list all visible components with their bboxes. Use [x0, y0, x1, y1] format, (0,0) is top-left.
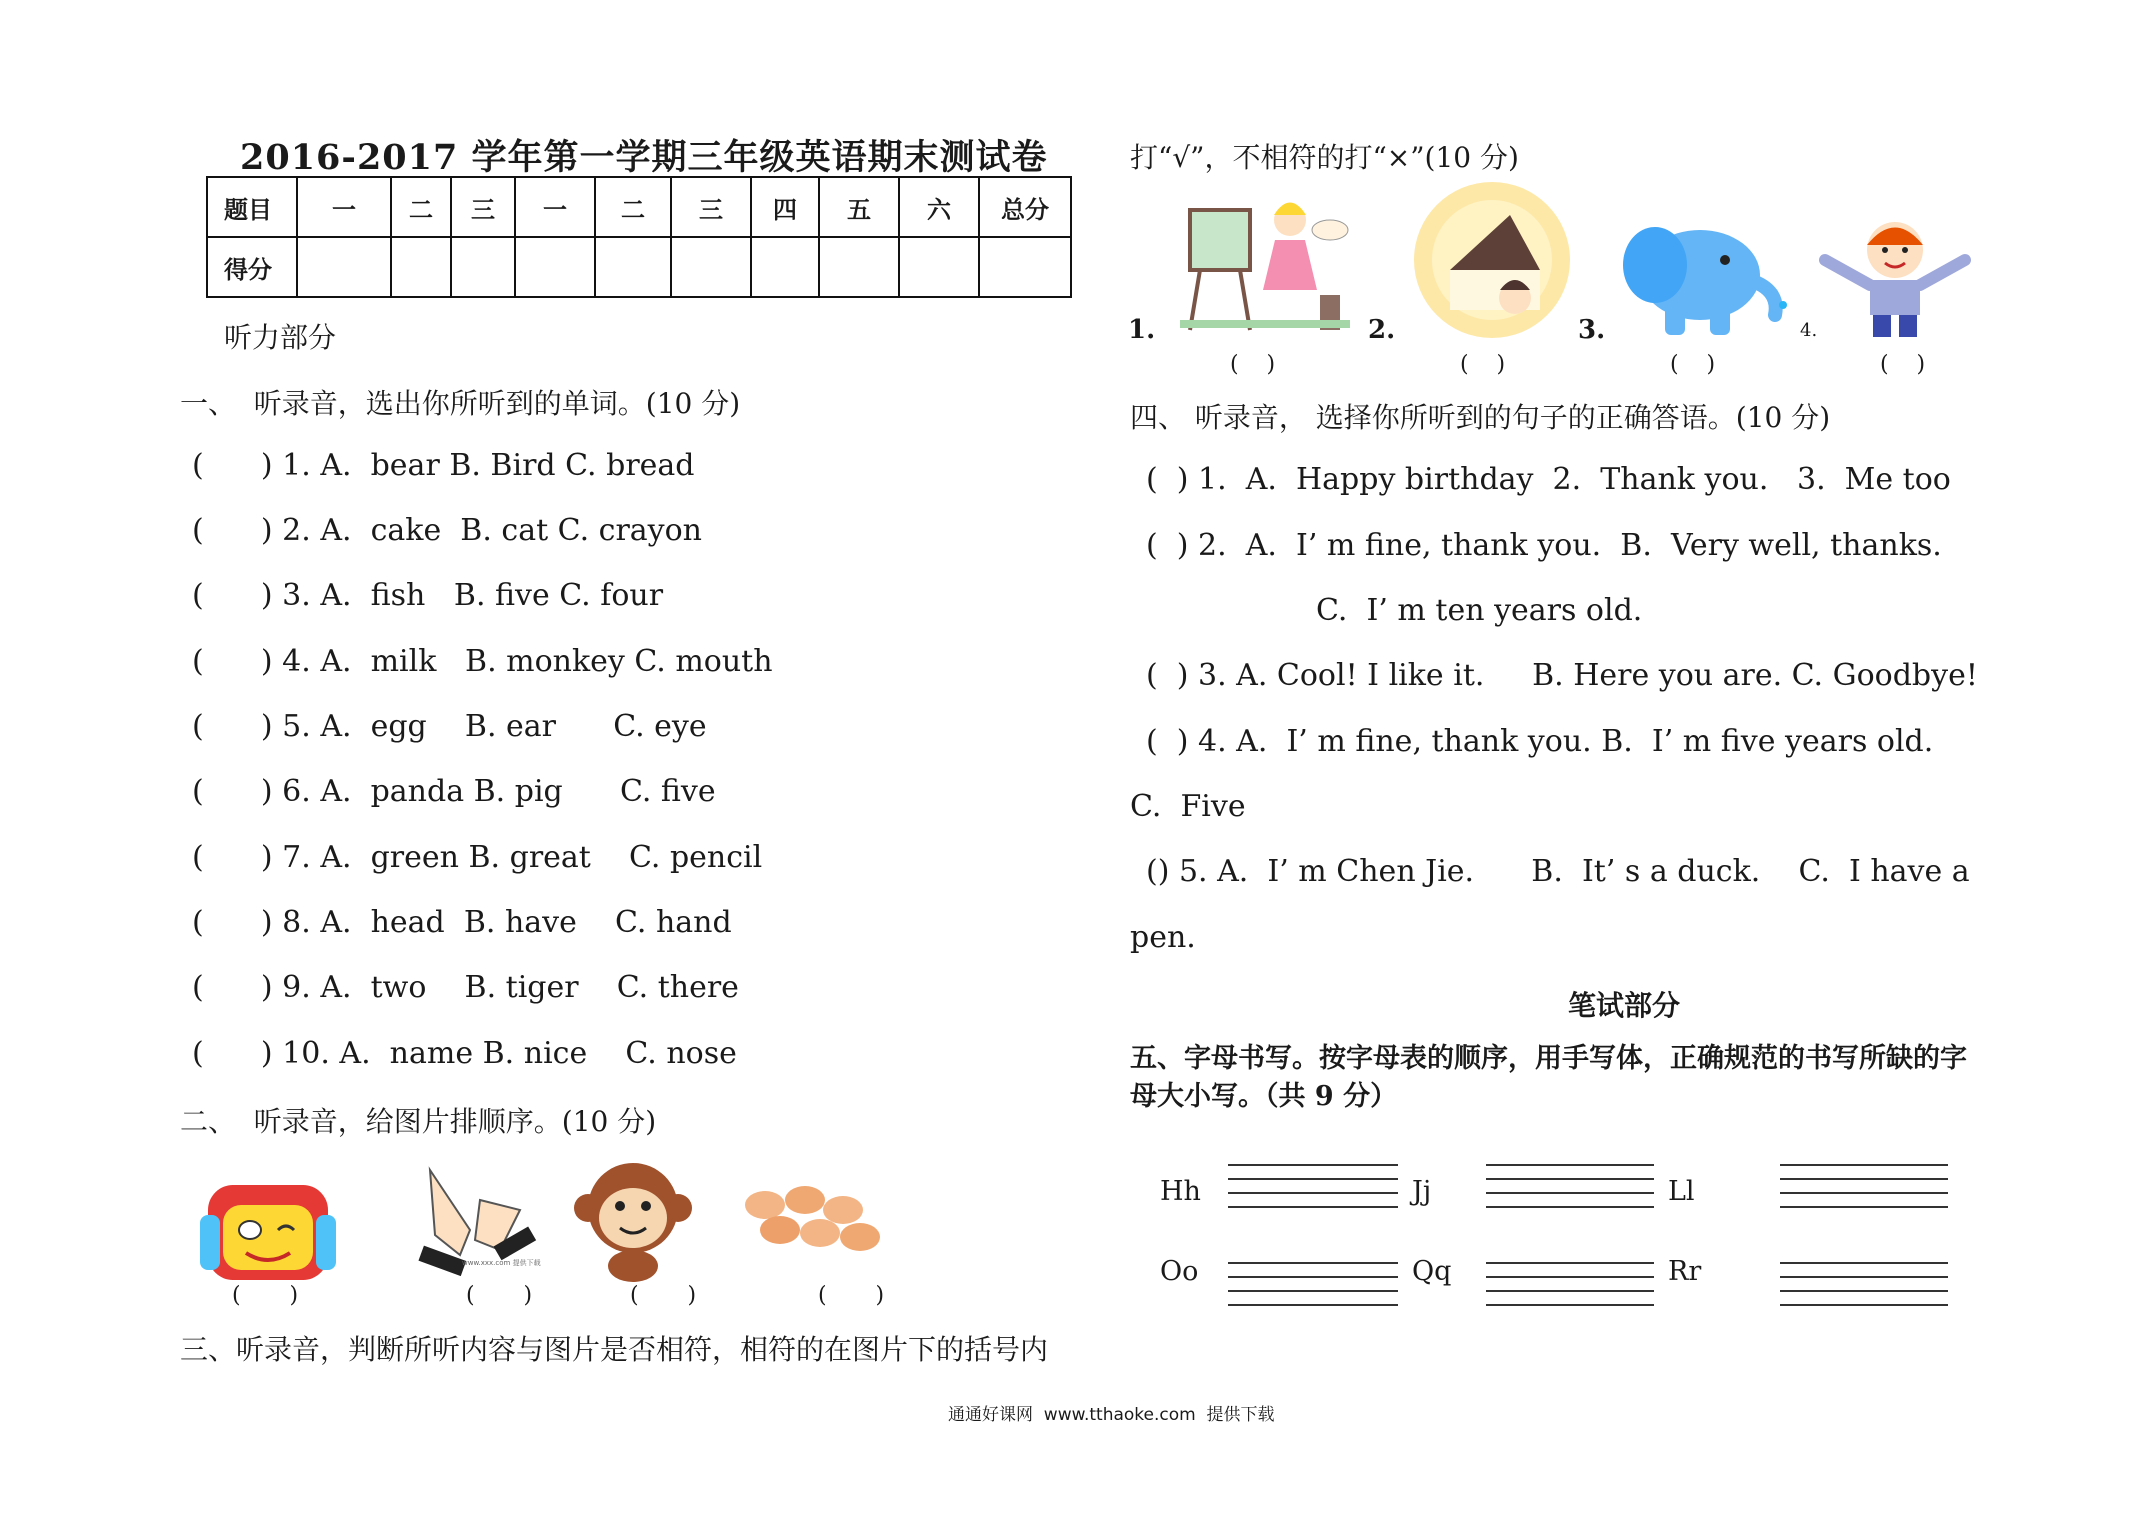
footer-credit: 通通好课网 www.tthaoke.com 提供下载	[948, 1405, 1275, 1425]
section1-item: ( ) 9. A. two B. tiger C. there	[192, 970, 739, 1005]
section1-heading: 一、 听录音，选出你所听到的单词。(10 分)	[180, 387, 741, 420]
painter-picture	[1170, 190, 1360, 340]
score-table	[206, 176, 1072, 298]
letter-hint: Rr	[1668, 1256, 1702, 1287]
section4-line: pen.	[1130, 920, 1196, 955]
section5-heading-cont: 母大小写。（共 9 分）	[1130, 1081, 1398, 1112]
section4-line: C. Five	[1130, 789, 1246, 824]
writing-lines[interactable]	[1486, 1262, 1654, 1318]
score-cell: 二	[391, 177, 451, 237]
section3-blank[interactable]: ( )	[1230, 352, 1276, 377]
score-cell: 题目	[207, 177, 297, 237]
section1-item: ( ) 5. A. egg B. ear C. eye	[192, 709, 707, 744]
score-blank-cell[interactable]	[297, 237, 391, 297]
score-cell: 三	[451, 177, 515, 237]
score-blank-cell[interactable]	[391, 237, 451, 297]
section1-item: ( ) 4. A. milk B. monkey C. mouth	[192, 644, 773, 679]
section4-heading: 四、 听录音， 选择你所听到的句子的正确答语。(10 分)	[1130, 401, 1831, 434]
writing-lines[interactable]	[1780, 1164, 1948, 1220]
score-blank-cell[interactable]	[515, 237, 595, 297]
letter-hint: Ll	[1668, 1176, 1695, 1207]
section1-item: ( ) 1. A. bear B. Bird C. bread	[192, 448, 695, 483]
elephant-picture	[1615, 210, 1790, 340]
written-section-label: 笔试部分	[1568, 989, 1681, 1022]
section1-item: ( ) 6. A. panda B. pig C. five	[192, 774, 716, 809]
section3-number: 4.	[1800, 320, 1818, 341]
writing-lines[interactable]	[1228, 1164, 1398, 1220]
section1-item: ( ) 2. A. cake B. cat C. crayon	[192, 513, 702, 548]
writing-lines[interactable]	[1228, 1262, 1398, 1318]
letter-hint: Oo	[1160, 1256, 1199, 1287]
section3-blank[interactable]: ( )	[1670, 352, 1716, 377]
score-cell: 总分	[979, 177, 1071, 237]
score-cell: 一	[297, 177, 391, 237]
writing-lines[interactable]	[1486, 1164, 1654, 1220]
section1-item: ( ) 10. A. name B. nice C. nose	[192, 1036, 737, 1071]
score-blank-cell[interactable]	[819, 237, 899, 297]
section4-line: ( ) 2. A. I’ m fine, thank you. B. Very well, thanks.	[1146, 528, 1942, 563]
section3-number: 2.	[1368, 315, 1396, 345]
section3-blank[interactable]: ( )	[1880, 352, 1926, 377]
section4-line: () 5. A. I’ m Chen Jie. B. It’ s a duck. C. I have a	[1146, 854, 1970, 889]
schoolbag-picture	[188, 1175, 348, 1285]
monkey-picture	[568, 1158, 698, 1283]
section2-blank[interactable]: ( )	[630, 1283, 697, 1308]
score-cell: 六	[899, 177, 979, 237]
score-blank-cell[interactable]	[595, 237, 671, 297]
score-table-score-row	[207, 237, 1071, 297]
section2-blank[interactable]: ( )	[818, 1283, 885, 1308]
cake-picture	[1410, 180, 1575, 340]
eggs-picture	[725, 1175, 900, 1265]
section4-line: ( ) 1. A. Happy birthday 2. Thank you. 3. Me too	[1146, 462, 1951, 497]
section2-blank[interactable]: ( )	[232, 1283, 299, 1308]
section4-line: C. I’ m ten years old.	[1316, 593, 1643, 628]
score-blank-cell[interactable]	[899, 237, 979, 297]
listening-section-label: 听力部分	[224, 321, 337, 354]
section2-blank[interactable]: ( )	[466, 1283, 533, 1308]
section3-number: 1.	[1128, 315, 1156, 345]
score-cell: 四	[751, 177, 819, 237]
section3-heading: 三、听录音，判断所听内容与图片是否相符，相符的在图片下的括号内	[180, 1333, 1049, 1366]
score-blank-cell[interactable]	[979, 237, 1071, 297]
writing-lines[interactable]	[1780, 1262, 1948, 1318]
section4-line: ( ) 3. A. Cool! I like it. B. Here you are. C. Goodbye!	[1146, 658, 1978, 693]
section3-blank[interactable]: ( )	[1460, 352, 1506, 377]
letter-hint: Qq	[1412, 1256, 1452, 1287]
score-cell: 三	[671, 177, 751, 237]
section4-line: ( ) 4. A. I’ m fine, thank you. B. I’ m five years old.	[1146, 724, 1934, 759]
section3-number: 3.	[1578, 315, 1606, 345]
section2-heading: 二、 听录音，给图片排顺序。(10 分)	[180, 1105, 657, 1138]
score-cell: 五	[819, 177, 899, 237]
score-blank-cell[interactable]	[751, 237, 819, 297]
letter-hint: Jj	[1412, 1176, 1432, 1207]
section3-heading-cont: 打“√”，不相符的打“×”(10 分)	[1130, 141, 1519, 174]
boy-picture	[1815, 215, 1975, 340]
score-cell: 二	[595, 177, 671, 237]
score-blank-cell[interactable]	[671, 237, 751, 297]
section5-heading: 五、字母书写。按字母表的顺序，用手写体，正确规范的书写所缺的字	[1130, 1043, 1967, 1074]
letter-hint: Hh	[1160, 1176, 1201, 1207]
score-blank-cell[interactable]	[451, 237, 515, 297]
score-row-label: 得分	[207, 237, 297, 297]
clap-picture-caption: www.xxx.com 提供下载	[462, 1259, 543, 1267]
score-cell: 一	[515, 177, 595, 237]
score-table-header-row	[207, 177, 1071, 237]
section1-item: ( ) 3. A. fish B. five C. four	[192, 578, 664, 613]
section1-item: ( ) 7. A. green B. great C. pencil	[192, 840, 763, 875]
page-title: 2016-2017 学年第一学期三年级英语期末测试卷	[240, 137, 1048, 178]
section1-item: ( ) 8. A. head B. have C. hand	[192, 905, 732, 940]
